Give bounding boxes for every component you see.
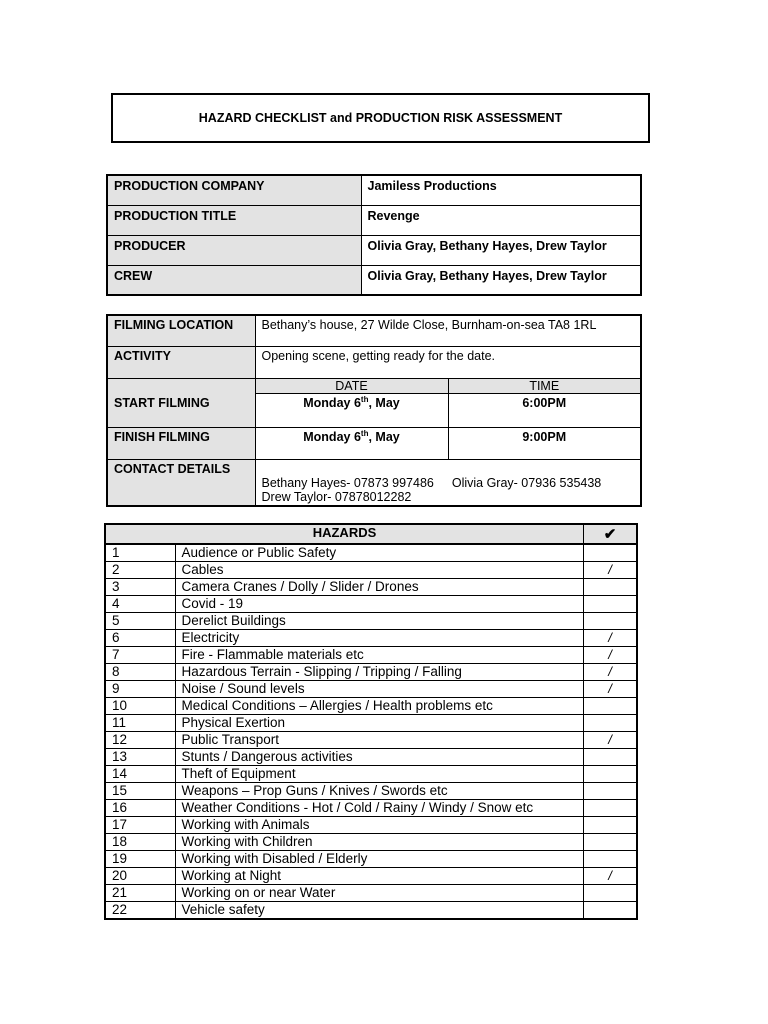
start-date-suffix: th: [360, 394, 369, 404]
table-row: [105, 732, 637, 749]
hazard-check-mark: [584, 544, 638, 562]
hazard-number: 12: [105, 732, 175, 749]
hazard-check-mark: /: [584, 664, 638, 681]
hazard-name: Hazardous Terrain - Slipping / Tripping / Falling: [175, 664, 584, 681]
table-row: [105, 630, 637, 647]
hazards-list: [105, 544, 637, 919]
table-row: [107, 235, 641, 265]
start-date-day: Monday 6: [303, 395, 361, 410]
date-header: DATE: [255, 378, 448, 393]
hazard-check-mark: /: [584, 681, 638, 698]
table-row: [105, 562, 637, 579]
hazard-check-mark: [584, 766, 638, 783]
hazard-number: 19: [105, 851, 175, 868]
activity-label: ACTIVITY: [107, 346, 255, 378]
filming-location-value: Bethany’s house, 27 Wilde Close, Burnham-on-sea TA8 1RL: [255, 315, 641, 346]
hazard-check-mark: [584, 579, 638, 596]
table-row: [105, 851, 637, 868]
table-row: [105, 647, 637, 664]
hazard-name: Physical Exertion: [175, 715, 584, 732]
finish-date-day: Monday 6: [303, 429, 361, 444]
hazard-number: 16: [105, 800, 175, 817]
hazards-table: [104, 523, 638, 920]
hazard-check-mark: [584, 885, 638, 902]
hazard-name: Cables: [175, 562, 584, 579]
production-title-value: Revenge: [361, 205, 641, 235]
contact-bethany: Bethany Hayes- 07873 997486: [261, 475, 434, 490]
table-row: [107, 378, 641, 393]
hazard-number: 1: [105, 544, 175, 562]
hazard-check-mark: /: [584, 868, 638, 885]
hazard-name: Electricity: [175, 630, 584, 647]
hazard-number: 9: [105, 681, 175, 698]
hazard-check-mark: [584, 834, 638, 851]
table-row: [107, 205, 641, 235]
hazard-number: 13: [105, 749, 175, 766]
hazard-check-mark: /: [584, 647, 638, 664]
hazard-number: 3: [105, 579, 175, 596]
table-row: [105, 800, 637, 817]
table-row: [105, 766, 637, 783]
contact-details-label: CONTACT DETAILS: [107, 459, 255, 506]
table-row: [105, 834, 637, 851]
hazard-name: Working with Animals: [175, 817, 584, 834]
hazard-name: Public Transport: [175, 732, 584, 749]
table-row: [105, 596, 637, 613]
hazard-name: Working with Disabled / Elderly: [175, 851, 584, 868]
contact-details-value: [255, 459, 641, 506]
activity-value: Opening scene, getting ready for the date.: [255, 346, 641, 378]
table-row: [105, 902, 637, 920]
table-row: [105, 664, 637, 681]
production-title-label: PRODUCTION TITLE: [107, 205, 361, 235]
start-filming-label: START FILMING: [107, 378, 255, 427]
hazard-number: 4: [105, 596, 175, 613]
start-date: [255, 393, 448, 427]
table-row: [105, 613, 637, 630]
hazard-number: 21: [105, 885, 175, 902]
contact-line: [262, 476, 635, 490]
hazard-check-mark: [584, 596, 638, 613]
hazard-number: 5: [105, 613, 175, 630]
hazard-number: 8: [105, 664, 175, 681]
hazard-number: 18: [105, 834, 175, 851]
hazard-name: Weapons – Prop Guns / Knives / Swords etc: [175, 783, 584, 800]
finish-date-month: , May: [368, 429, 400, 444]
hazard-number: 14: [105, 766, 175, 783]
hazard-check-mark: [584, 800, 638, 817]
crew-label: CREW: [107, 265, 361, 295]
producer-value: Olivia Gray, Bethany Hayes, Drew Taylor: [361, 235, 641, 265]
hazard-name: Stunts / Dangerous activities: [175, 749, 584, 766]
hazard-check-mark: [584, 851, 638, 868]
hazard-name: Working at Night: [175, 868, 584, 885]
hazard-name: Vehicle safety: [175, 902, 584, 920]
hazard-number: 20: [105, 868, 175, 885]
producer-label: PRODUCER: [107, 235, 361, 265]
table-row: [105, 783, 637, 800]
hazard-check-mark: [584, 613, 638, 630]
tick-header-icon: ✔: [584, 524, 638, 544]
hazard-check-mark: [584, 749, 638, 766]
hazard-check-mark: /: [584, 732, 638, 749]
hazard-name: Noise / Sound levels: [175, 681, 584, 698]
hazard-name: Working on or near Water: [175, 885, 584, 902]
contact-olivia: Olivia Gray- 07936 535438: [451, 475, 602, 490]
hazard-name: Camera Cranes / Dolly / Slider / Drones: [175, 579, 584, 596]
table-row: [107, 175, 641, 205]
table-row: [107, 427, 641, 459]
table-row: [105, 544, 637, 562]
table-row: [107, 346, 641, 378]
hazard-name: Weather Conditions - Hot / Cold / Rainy / Windy / Snow etc: [175, 800, 584, 817]
table-header-row: [105, 524, 637, 544]
hazard-number: 7: [105, 647, 175, 664]
table-row: [105, 579, 637, 596]
hazard-check-mark: /: [584, 630, 638, 647]
location-schedule-table: [106, 314, 642, 507]
table-row: [105, 817, 637, 834]
start-time: 6:00PM: [448, 393, 641, 427]
hazard-name: Derelict Buildings: [175, 613, 584, 630]
hazard-number: 6: [105, 630, 175, 647]
table-row: [105, 681, 637, 698]
hazard-number: 22: [105, 902, 175, 920]
hazard-name: Theft of Equipment: [175, 766, 584, 783]
table-row: [105, 698, 637, 715]
finish-time: 9:00PM: [448, 427, 641, 459]
start-date-month: , May: [368, 395, 400, 410]
hazard-check-mark: [584, 698, 638, 715]
table-row: [107, 459, 641, 506]
table-row: [107, 265, 641, 295]
finish-date: [255, 427, 448, 459]
table-row: [105, 868, 637, 885]
hazard-name: Audience or Public Safety: [175, 544, 584, 562]
table-row: [105, 715, 637, 732]
table-row: [105, 885, 637, 902]
hazard-check-mark: /: [584, 562, 638, 579]
table-row: [105, 749, 637, 766]
hazard-number: 15: [105, 783, 175, 800]
hazard-number: 17: [105, 817, 175, 834]
hazard-check-mark: [584, 783, 638, 800]
table-row: [107, 315, 641, 346]
finish-date-suffix: th: [360, 428, 369, 438]
hazard-check-mark: [584, 715, 638, 732]
crew-value: Olivia Gray, Bethany Hayes, Drew Taylor: [361, 265, 641, 295]
page-title: HAZARD CHECKLIST and PRODUCTION RISK ASSESSMENT: [111, 93, 650, 143]
hazard-name: Fire - Flammable materials etc: [175, 647, 584, 664]
time-header: TIME: [448, 378, 641, 393]
hazards-header: HAZARDS: [105, 524, 584, 544]
hazard-name: Working with Children: [175, 834, 584, 851]
production-details-table: [106, 174, 642, 296]
hazard-number: 10: [105, 698, 175, 715]
production-company-label: PRODUCTION COMPANY: [107, 175, 361, 205]
hazard-number: 2: [105, 562, 175, 579]
production-company-value: Jamiless Productions: [361, 175, 641, 205]
hazard-check-mark: [584, 902, 638, 920]
hazard-check-mark: [584, 817, 638, 834]
filming-location-label: FILMING LOCATION: [107, 315, 255, 346]
hazard-number: 11: [105, 715, 175, 732]
hazard-name: Medical Conditions – Allergies / Health problems etc: [175, 698, 584, 715]
hazard-name: Covid - 19: [175, 596, 584, 613]
finish-filming-label: FINISH FILMING: [107, 427, 255, 459]
contact-drew: Drew Taylor- 07878012282: [261, 489, 412, 504]
